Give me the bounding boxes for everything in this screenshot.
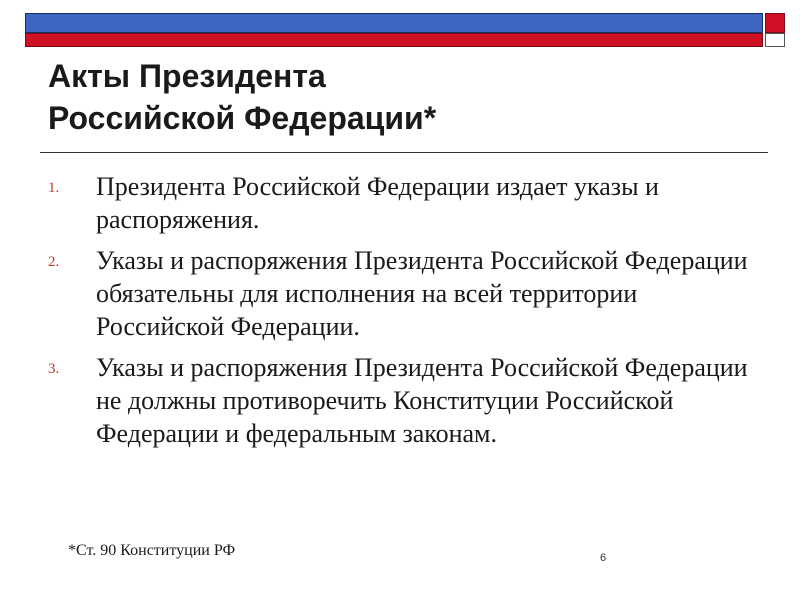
page-number: 6 <box>600 552 607 564</box>
list-item-number: 3. <box>48 361 60 377</box>
numbered-list <box>48 170 748 458</box>
header-red-bar <box>25 33 763 47</box>
footnote: *Ст. 90 Конституции РФ <box>68 542 236 559</box>
list-item-3 <box>48 351 748 450</box>
header-white-square <box>765 33 785 47</box>
header-red-square <box>765 13 785 33</box>
list-item-text: Президента Российской Федерации издает указы и распоряжения. <box>96 172 659 234</box>
slide-title-line-2: Российской Федерации* <box>48 100 437 136</box>
title-divider <box>40 152 768 153</box>
slide-title <box>48 55 748 139</box>
list-item-1 <box>48 170 748 236</box>
list-item-text: Указы и распоряжения Президента Российской Федерации не должны противоречить Конституции Российской Федерации и федеральным законам. <box>96 353 748 448</box>
list-item-number: 1. <box>48 180 60 196</box>
slide-title-line-1: Акты Президента <box>48 58 326 94</box>
list-item-text: Указы и распоряжения Президента Российской Федерации обязательны для исполнения на всей территории Российской Федерации. <box>96 246 748 341</box>
header-blue-bar <box>25 13 763 33</box>
list-item-2 <box>48 244 748 343</box>
list-item-number: 2. <box>48 254 60 270</box>
